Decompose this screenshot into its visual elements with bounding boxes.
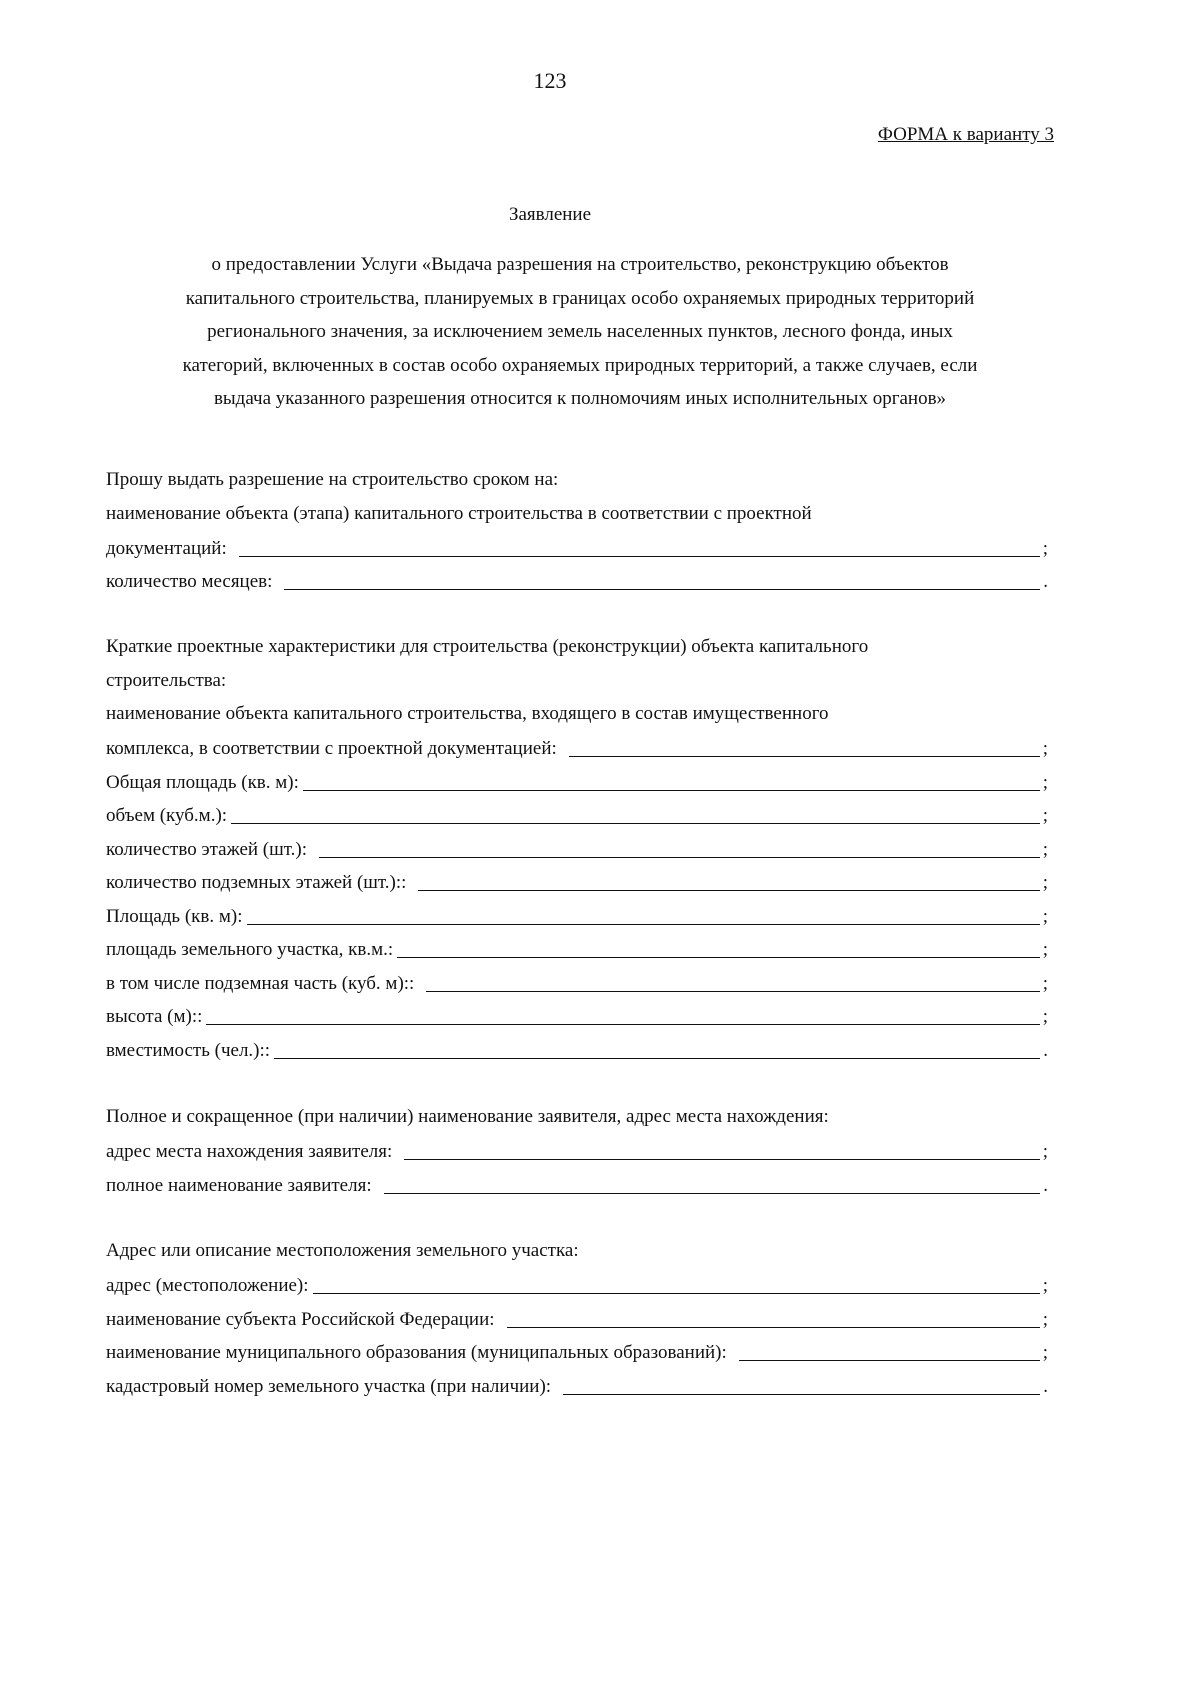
field-label: полное наименование заявителя: xyxy=(106,1174,372,1196)
field-row-total-area xyxy=(106,764,1048,798)
field-terminator: ; xyxy=(1042,838,1048,860)
field-terminator: ; xyxy=(1042,738,1048,759)
field-label: Площадь (кв. м): xyxy=(106,905,243,927)
height-input-line[interactable] xyxy=(206,1023,1039,1025)
field-row-federal-subject xyxy=(106,1301,1048,1335)
field-label: площадь земельного участка, кв.м.: xyxy=(106,939,394,960)
floors-input-line[interactable] xyxy=(319,856,1040,858)
section-heading: Краткие проектные характеристики для строительства (реконструкции) объекта капитального xyxy=(106,636,869,657)
section-permit-request xyxy=(106,463,1048,597)
field-terminator: ; xyxy=(1042,1275,1048,1296)
field-row-applicant-name xyxy=(106,1167,1048,1201)
field-terminator: ; xyxy=(1042,1308,1048,1330)
municipality-input-line[interactable] xyxy=(739,1359,1040,1361)
field-row-municipality xyxy=(106,1335,1048,1369)
field-label: адрес места нахождения заявителя: xyxy=(106,1141,393,1162)
section-heading: Прошу выдать разрешение на строительство сроком на: xyxy=(106,469,559,490)
field-row-area xyxy=(106,898,1048,932)
field-label: высота (м):: xyxy=(106,1006,203,1027)
subtitle-line: категорий, включенных в состав особо охраняемых природных территорий, а также случаев, если xyxy=(182,354,978,376)
capacity-input-line[interactable] xyxy=(274,1057,1040,1059)
subtitle-line: о предоставлении Услуги «Выдача разрешения на строительство, реконструкцию объектов xyxy=(211,254,949,275)
field-label: в том числе подземная часть (куб. м):: xyxy=(106,972,415,994)
field-row-complex-name xyxy=(106,731,1048,765)
field-row-months xyxy=(106,564,1048,598)
field-label: Общая площадь (кв. м): xyxy=(106,771,299,793)
section-design-characteristics xyxy=(106,630,1048,1066)
subtitle-line: выдача указанного разрешения относится к полномочиям иных исполнительных органов» xyxy=(213,388,947,409)
field-label: кадастровый номер земельного участка (при наличии): xyxy=(106,1375,552,1397)
section-applicant xyxy=(106,1100,1048,1201)
document-subtitle xyxy=(100,248,1060,416)
applicant-address-input-line[interactable] xyxy=(404,1158,1039,1160)
field-row-volume xyxy=(106,798,1048,832)
federal-subject-input-line[interactable] xyxy=(507,1326,1040,1328)
field-row-address xyxy=(106,1268,1048,1302)
field-label: наименование субъекта Российской Федерации: xyxy=(106,1308,495,1330)
underground-floors-input-line[interactable] xyxy=(418,889,1039,891)
field-terminator: ; xyxy=(1042,805,1048,826)
field-terminator: ; xyxy=(1042,872,1048,893)
field-terminator: ; xyxy=(1042,537,1048,559)
volume-input-line[interactable] xyxy=(231,822,1040,824)
field-terminator: . xyxy=(1043,1375,1048,1397)
form-variant-label: ФОРМА к варианту 3 xyxy=(877,124,1054,145)
page-number: 123 xyxy=(533,68,567,93)
subtitle-line: регионального значения, за исключением земель населенных пунктов, лесного фонда, иных xyxy=(207,321,953,342)
cadastral-number-input-line[interactable] xyxy=(563,1393,1040,1395)
field-label: документаций: xyxy=(106,537,227,559)
field-row-land-plot-area xyxy=(106,932,1048,966)
field-row-applicant-address xyxy=(106,1134,1048,1168)
field-label: количество месяцев: xyxy=(106,571,273,592)
applicant-name-input-line[interactable] xyxy=(384,1192,1041,1194)
field-label: наименование муниципального образования (муниципальных образований): xyxy=(106,1342,727,1363)
field-terminator: . xyxy=(1043,1174,1048,1196)
field-label: объем (куб.м.): xyxy=(106,805,228,826)
complex-name-input-line[interactable] xyxy=(569,755,1040,757)
section-heading: Адрес или описание местоположения земельного участка: xyxy=(106,1240,579,1261)
documentation-input-line[interactable] xyxy=(239,555,1040,557)
field-label: количество подземных этажей (шт.):: xyxy=(106,872,407,893)
field-terminator: . xyxy=(1043,1039,1048,1061)
field-label: комплекса, в соответствии с проектной документацией: xyxy=(106,738,557,759)
field-row-documentation xyxy=(106,530,1048,564)
months-input-line[interactable] xyxy=(284,588,1040,590)
field-row-capacity xyxy=(106,1032,1048,1066)
field-row-cadastral-number xyxy=(106,1368,1048,1402)
section-heading: Полное и сокращенное (при наличии) наименование заявителя, адрес места нахождения: xyxy=(106,1106,829,1127)
section-intro: наименование объекта (этапа) капитального строительства в соответствии с проектной xyxy=(106,502,812,524)
subtitle-line: капитального строительства, планируемых в границах особо охраняемых природных территорий xyxy=(185,287,975,309)
field-terminator: ; xyxy=(1042,1141,1048,1162)
address-input-line[interactable] xyxy=(313,1292,1040,1294)
field-terminator: ; xyxy=(1042,972,1048,994)
total-area-input-line[interactable] xyxy=(303,789,1040,791)
document-title: Заявление xyxy=(508,204,592,225)
field-label: вместимость (чел.):: xyxy=(106,1039,271,1061)
field-terminator: ; xyxy=(1042,939,1048,960)
land-plot-area-input-line[interactable] xyxy=(397,956,1040,958)
section-land-plot-location xyxy=(106,1234,1048,1402)
field-row-underground-floors xyxy=(106,865,1048,899)
field-terminator: ; xyxy=(1042,771,1048,793)
section-intro: наименование объекта капитального строительства, входящего в состав имущественного xyxy=(106,703,829,724)
field-label: количество этажей (шт.): xyxy=(106,838,307,860)
field-label: адрес (местоположение): xyxy=(106,1275,309,1296)
field-row-underground-volume xyxy=(106,965,1048,999)
field-row-height xyxy=(106,999,1048,1033)
field-terminator: ; xyxy=(1042,1342,1048,1363)
field-terminator: ; xyxy=(1042,1006,1048,1027)
section-heading-continuation: строительства: xyxy=(106,669,227,691)
field-row-floors xyxy=(106,831,1048,865)
field-terminator: . xyxy=(1043,571,1048,592)
area-input-line[interactable] xyxy=(247,923,1040,925)
field-terminator: ; xyxy=(1042,905,1048,927)
underground-volume-input-line[interactable] xyxy=(426,990,1039,992)
